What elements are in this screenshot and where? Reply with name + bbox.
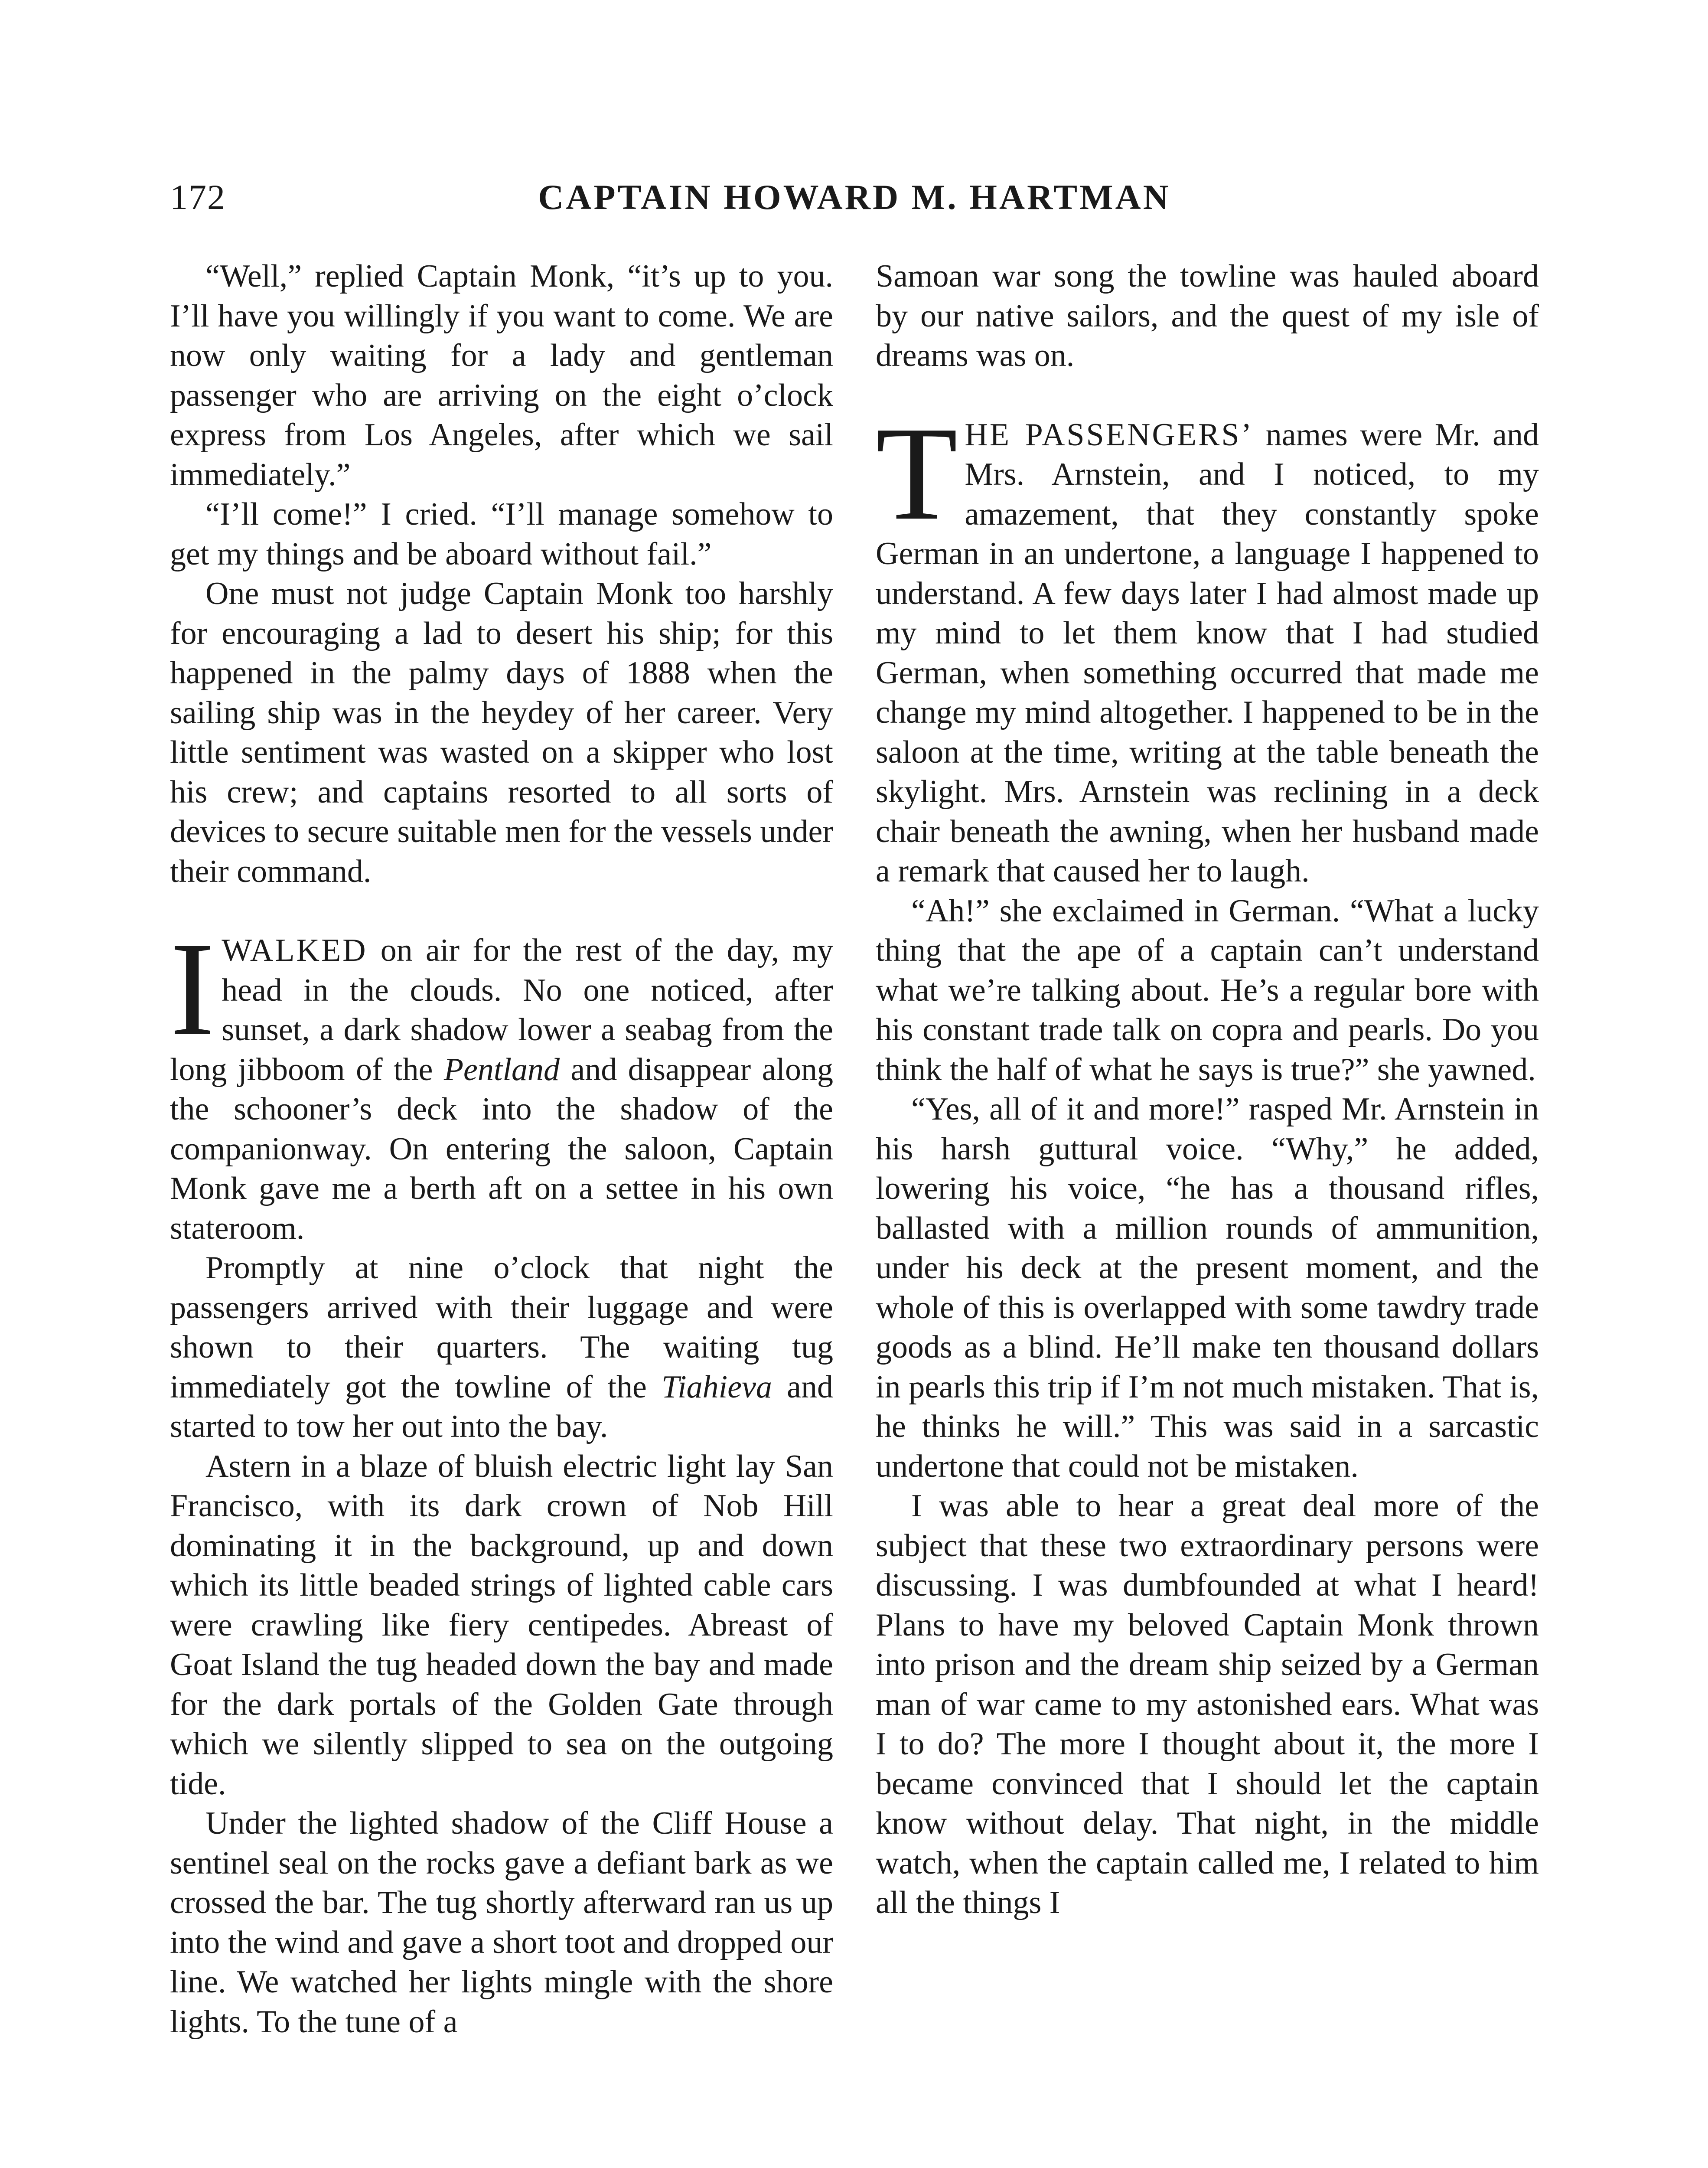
paragraph-text: and disappear along the schooner’s deck into the shadow of the companionway. On entering the saloon, Captain Monk gave me a berth aft on a settee in his own stateroom. [170, 1051, 833, 1246]
paragraph: “Yes, all of it and more!” rasped Mr. Arnstein in his harsh guttural voice. “Why,” he added, lowering his voice, “he has a thousand rifles, ballasted with a million rounds of ammunition, under his deck at the present moment, and the whole of this is overlapped with some tawdry trade goods as a blind. He’ll make ten thousand dollars in pearls this trip if I’m not much mistaken. That is, he thinks he will.” This was said in a sarcastic undertone that could not be mistaken. [876, 1091, 1539, 1484]
paragraph: Samoan war song the towline was hauled aboard by our native sailors, and the quest of my isle of dreams was on. [876, 258, 1539, 373]
paragraph-text: on air for the rest of the day, my head in the clouds. No one noticed, after sunset, a dark shadow lower a seabag from the long jibboom of the [170, 933, 833, 1087]
paragraph-text: and started to tow her out into the bay. [170, 1369, 833, 1444]
page-number: 172 [170, 177, 226, 217]
lead-in-word: HE PASSENGERS’ [965, 417, 1254, 453]
paragraph: Under the lighted shadow of the Cliff House a sentinel seal on the rocks gave a defiant bark as we crossed the bar. The tug shortly afterward ran us up into the wind and gave a short toot and dropped our line. We watched her lights mingle with the shore lights. To the tune of a [170, 1806, 833, 2040]
section-paragraph [170, 915, 833, 1248]
paragraph: Astern in a blaze of bluish electric light lay San Francisco, with its dark crown of Nob Hill dominating it in the background, up and down which its little beaded strings of lighted cable cars were crawling like fiery centipedes. Abreast of Goat Island the tug headed down the bay and made for the dark portals of the Golden Gate through which we silently slipped to sea on the outgoing tide. [170, 1448, 833, 1802]
drop-cap: I [170, 915, 215, 1064]
paragraph: “I’ll come!” I cried. “I’ll manage somehow to get my things and be aboard without fail.” [170, 496, 833, 572]
paragraph: “Ah!” she exclaimed in German. “What a lucky thing that the ape of a captain can’t understand what we’re talking about. He’s a regular bore with his constant trade talk on copra and pearls. Do you think the half of what he says is true?” she yawned. [876, 893, 1539, 1087]
paragraph-text: Promptly at nine o’clock that night the passengers arrived with their luggage and were shown to their quarters. The waiting tug immediately got the towline of the [170, 1250, 833, 1405]
paragraph-text: names were Mr. and Mrs. Arnstein, and I noticed, to my amazement, that they constantly spoke German in an undertone, a language I happened to understand. A few days later I had almost made up my mind to let them know that I had studied German, when something occurred that made me change my mind altogether. I happened to be in the saloon at the time, writing at the table beneath the skylight. Mrs. Arnstein was reclining in a deck chair beneath the awning, when her husband made a remark that caused her to laugh. [876, 417, 1539, 889]
paragraph: “Well,” replied Captain Monk, “it’s up to you. I’ll have you willingly if you want to come. We are now only waiting for a lady and gentleman passenger who are arriving on the eight o’clock express from Los Angeles, after which we sail immediately.” [170, 258, 833, 493]
paragraph: I was able to hear a great deal more of the subject that these two extraordinary persons were discussing. I was dumbfounded at what I heard! Plans to have my beloved Captain Monk thrown into prison and the dream ship seized by a German man of war came to my astonished ears. What was I to do? The more I thought about it, the more I became convinced that I should let the captain know without delay. That night, in the middle watch, when the captain called me, I related to him all the things I [876, 1488, 1539, 1920]
lead-in-word: WALKED [222, 933, 368, 968]
paragraph: One must not judge Captain Monk too harshly for encouraging a lad to desert his ship; for this happened in the palmy days of 1888 when the sailing ship was in the heydey of her career. Very little sentiment was wasted on a skipper who lost his crew; and captains resorted to all sorts of devices to secure suitable men for the vessels under their command. [170, 576, 833, 889]
running-head [170, 171, 1539, 223]
right-column [876, 257, 1539, 1923]
chapter-title: CAPTAIN HOWARD M. HARTMAN [538, 177, 1171, 217]
ship-name: Tiahieva [662, 1369, 772, 1405]
paragraph [170, 1248, 833, 1447]
section-paragraph [876, 399, 1539, 891]
drop-cap: T [876, 399, 958, 548]
left-column [170, 257, 833, 2042]
ship-name: Pentland [443, 1051, 560, 1087]
